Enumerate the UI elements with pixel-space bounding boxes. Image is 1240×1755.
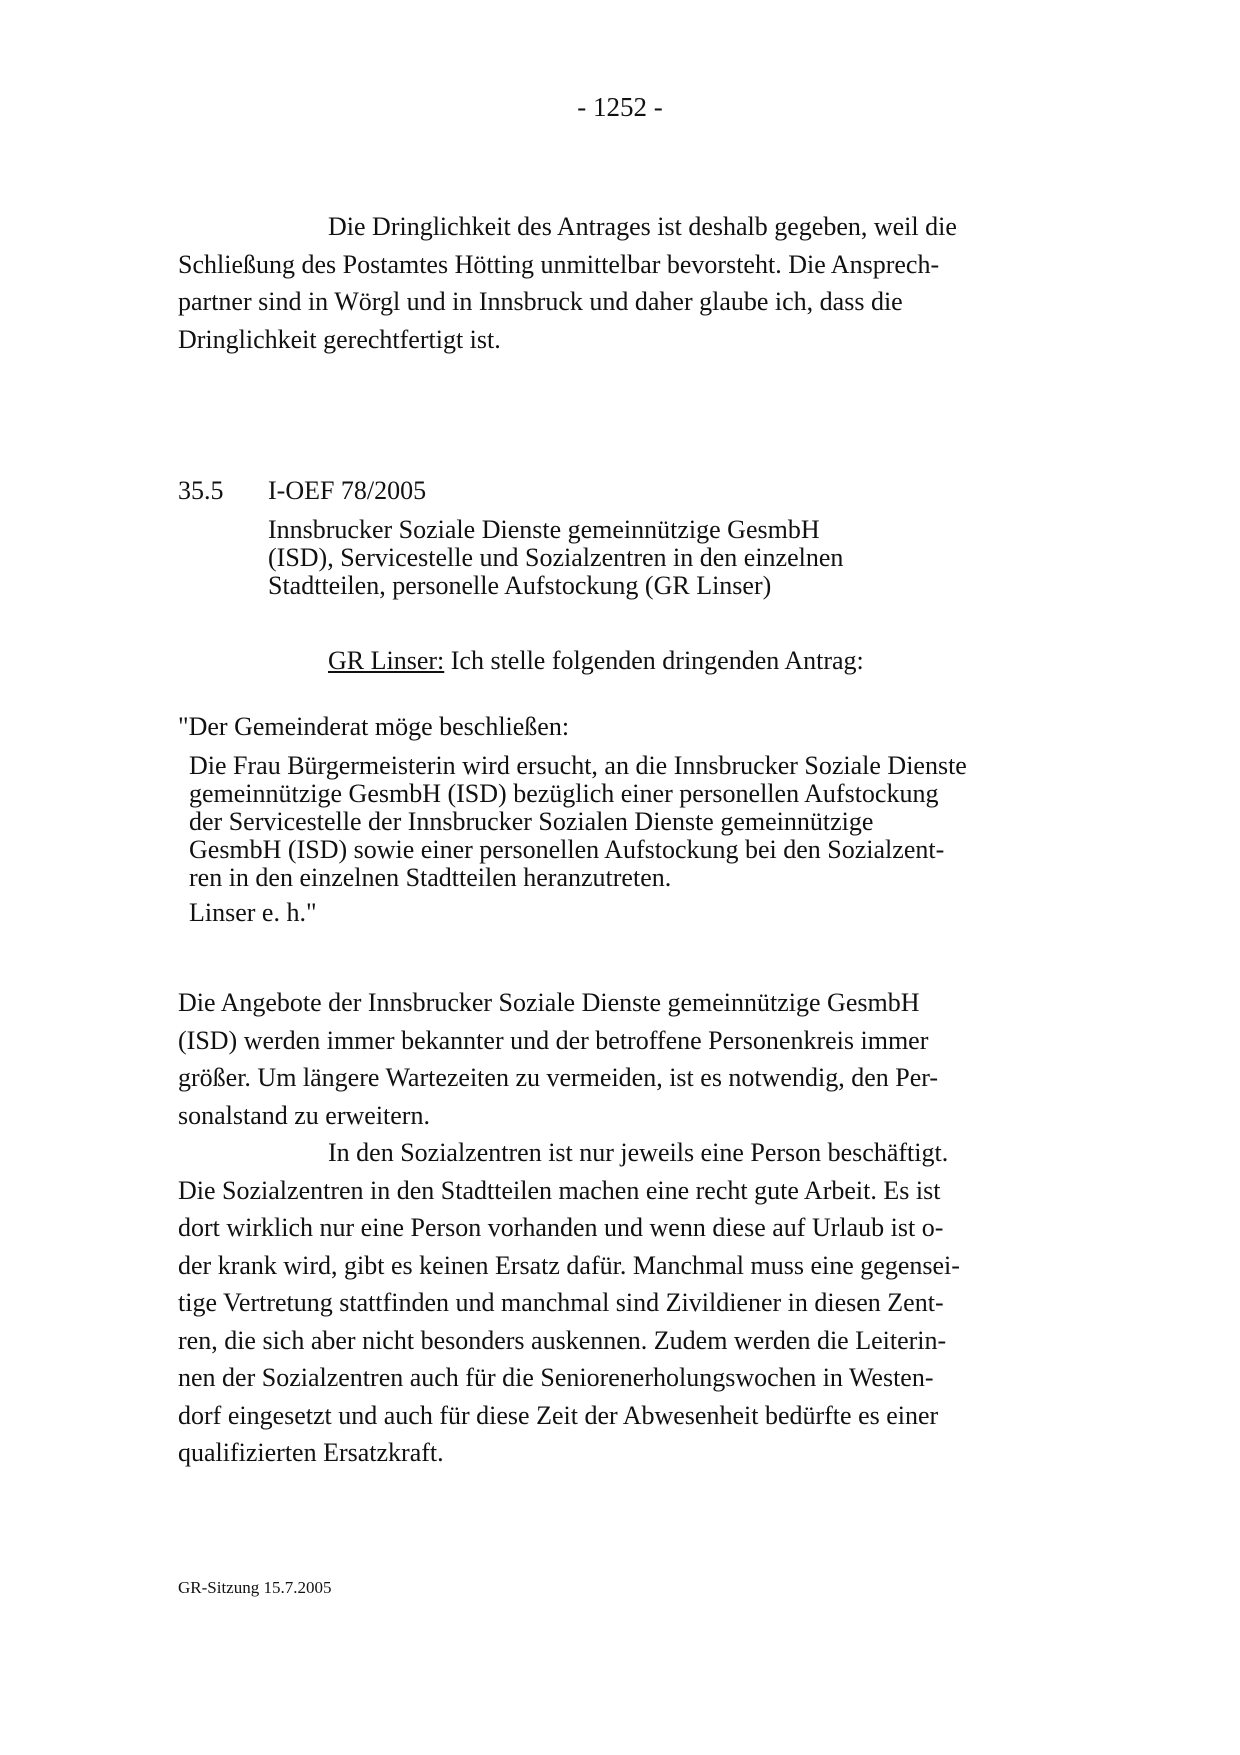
discussion-line: In den Sozialzentren ist nur jeweils eine Person beschäftigt. [328,1138,949,1167]
agenda-title-line: (ISD), Servicestelle und Sozialzentren in den einzelnen [268,543,844,572]
intro-line: Die Dringlichkeit des Antrages ist deshalb gegeben, weil die [328,212,957,241]
agenda-item-number: 35.5 [178,476,224,505]
discussion-line: größer. Um längere Wartezeiten zu vermeiden, ist es notwendig, den Per- [178,1063,939,1092]
intro-paragraph [178,208,1044,358]
discussion-line: Die Angebote der Innsbrucker Soziale Dienste gemeinnützige GesmbH [178,988,920,1017]
motion-quote-open: "Der Gemeinderat möge beschließen: [178,712,570,741]
discussion-line: der krank wird, gibt es keinen Ersatz dafür. Manchmal muss eine gegensei- [178,1250,960,1280]
discussion-paragraph-2 [178,1134,1044,1472]
motion-body-line: GesmbH (ISD) sowie einer personellen Aufstockung bei den Sozialzent- [189,835,945,864]
discussion-paragraph-1 [178,984,1044,1134]
agenda-title-line: Innsbrucker Soziale Dienste gemeinnützige GesmbH [268,515,820,544]
motion-body [189,752,1069,892]
motion-signature: Linser e. h." [189,898,317,927]
discussion-line: ren, die sich aber nicht besonders auskennen. Zudem werden die Leiterin- [178,1325,947,1355]
discussion-line: sonalstand zu erweitern. [178,1100,430,1130]
page-number: - 1252 - [577,92,663,122]
agenda-item-code: I-OEF 78/2005 [268,476,427,505]
discussion-line: tige Vertretung stattfinden und manchmal sind Zivildiener in diesen Zent- [178,1288,944,1317]
intro-line: Dringlichkeit gerechtfertigt ist. [178,324,501,354]
intro-line: partner sind in Wörgl und in Innsbruck und daher glaube ich, dass die [178,287,903,316]
agenda-title-line: Stadtteilen, personelle Aufstockung (GR Linser) [268,571,772,600]
discussion-line: (ISD) werden immer bekannter und der betroffene Personenkreis immer [178,1025,929,1055]
discussion-line: Die Sozialzentren in den Stadtteilen machen eine recht gute Arbeit. Es ist [178,1175,941,1205]
agenda-item-title [268,516,843,600]
motion-speaker: GR Linser: [328,646,445,675]
motion-body-line: der Servicestelle der Innsbrucker Sozialen Dienste gemeinnützige [189,807,874,836]
page-footer: GR-Sitzung 15.7.2005 [178,1578,332,1597]
motion-body-line: gemeinnützige GesmbH (ISD) bezüglich einer personellen Aufstockung [189,779,939,808]
motion-body-line: Die Frau Bürgermeisterin wird ersucht, an die Innsbrucker Soziale Dienste [189,751,967,780]
motion-intro [328,646,864,676]
intro-line: Schließung des Postamtes Hötting unmittelbar bevorsteht. Die Ansprech- [178,249,940,279]
motion-body-line: ren in den einzelnen Stadtteilen heranzutreten. [189,863,672,892]
discussion-line: dorf eingesetzt und auch für diese Zeit der Abwesenheit bedürfte es einer [178,1400,939,1430]
discussion-line: nen der Sozialzentren auch für die Seniorenerholungswochen in Westen- [178,1363,934,1392]
motion-intro-text: Ich stelle folgenden dringenden Antrag: [444,646,864,675]
discussion-line: dort wirklich nur eine Person vorhanden und wenn diese auf Urlaub ist o- [178,1213,944,1242]
discussion-line: qualifizierten Ersatzkraft. [178,1438,444,1467]
